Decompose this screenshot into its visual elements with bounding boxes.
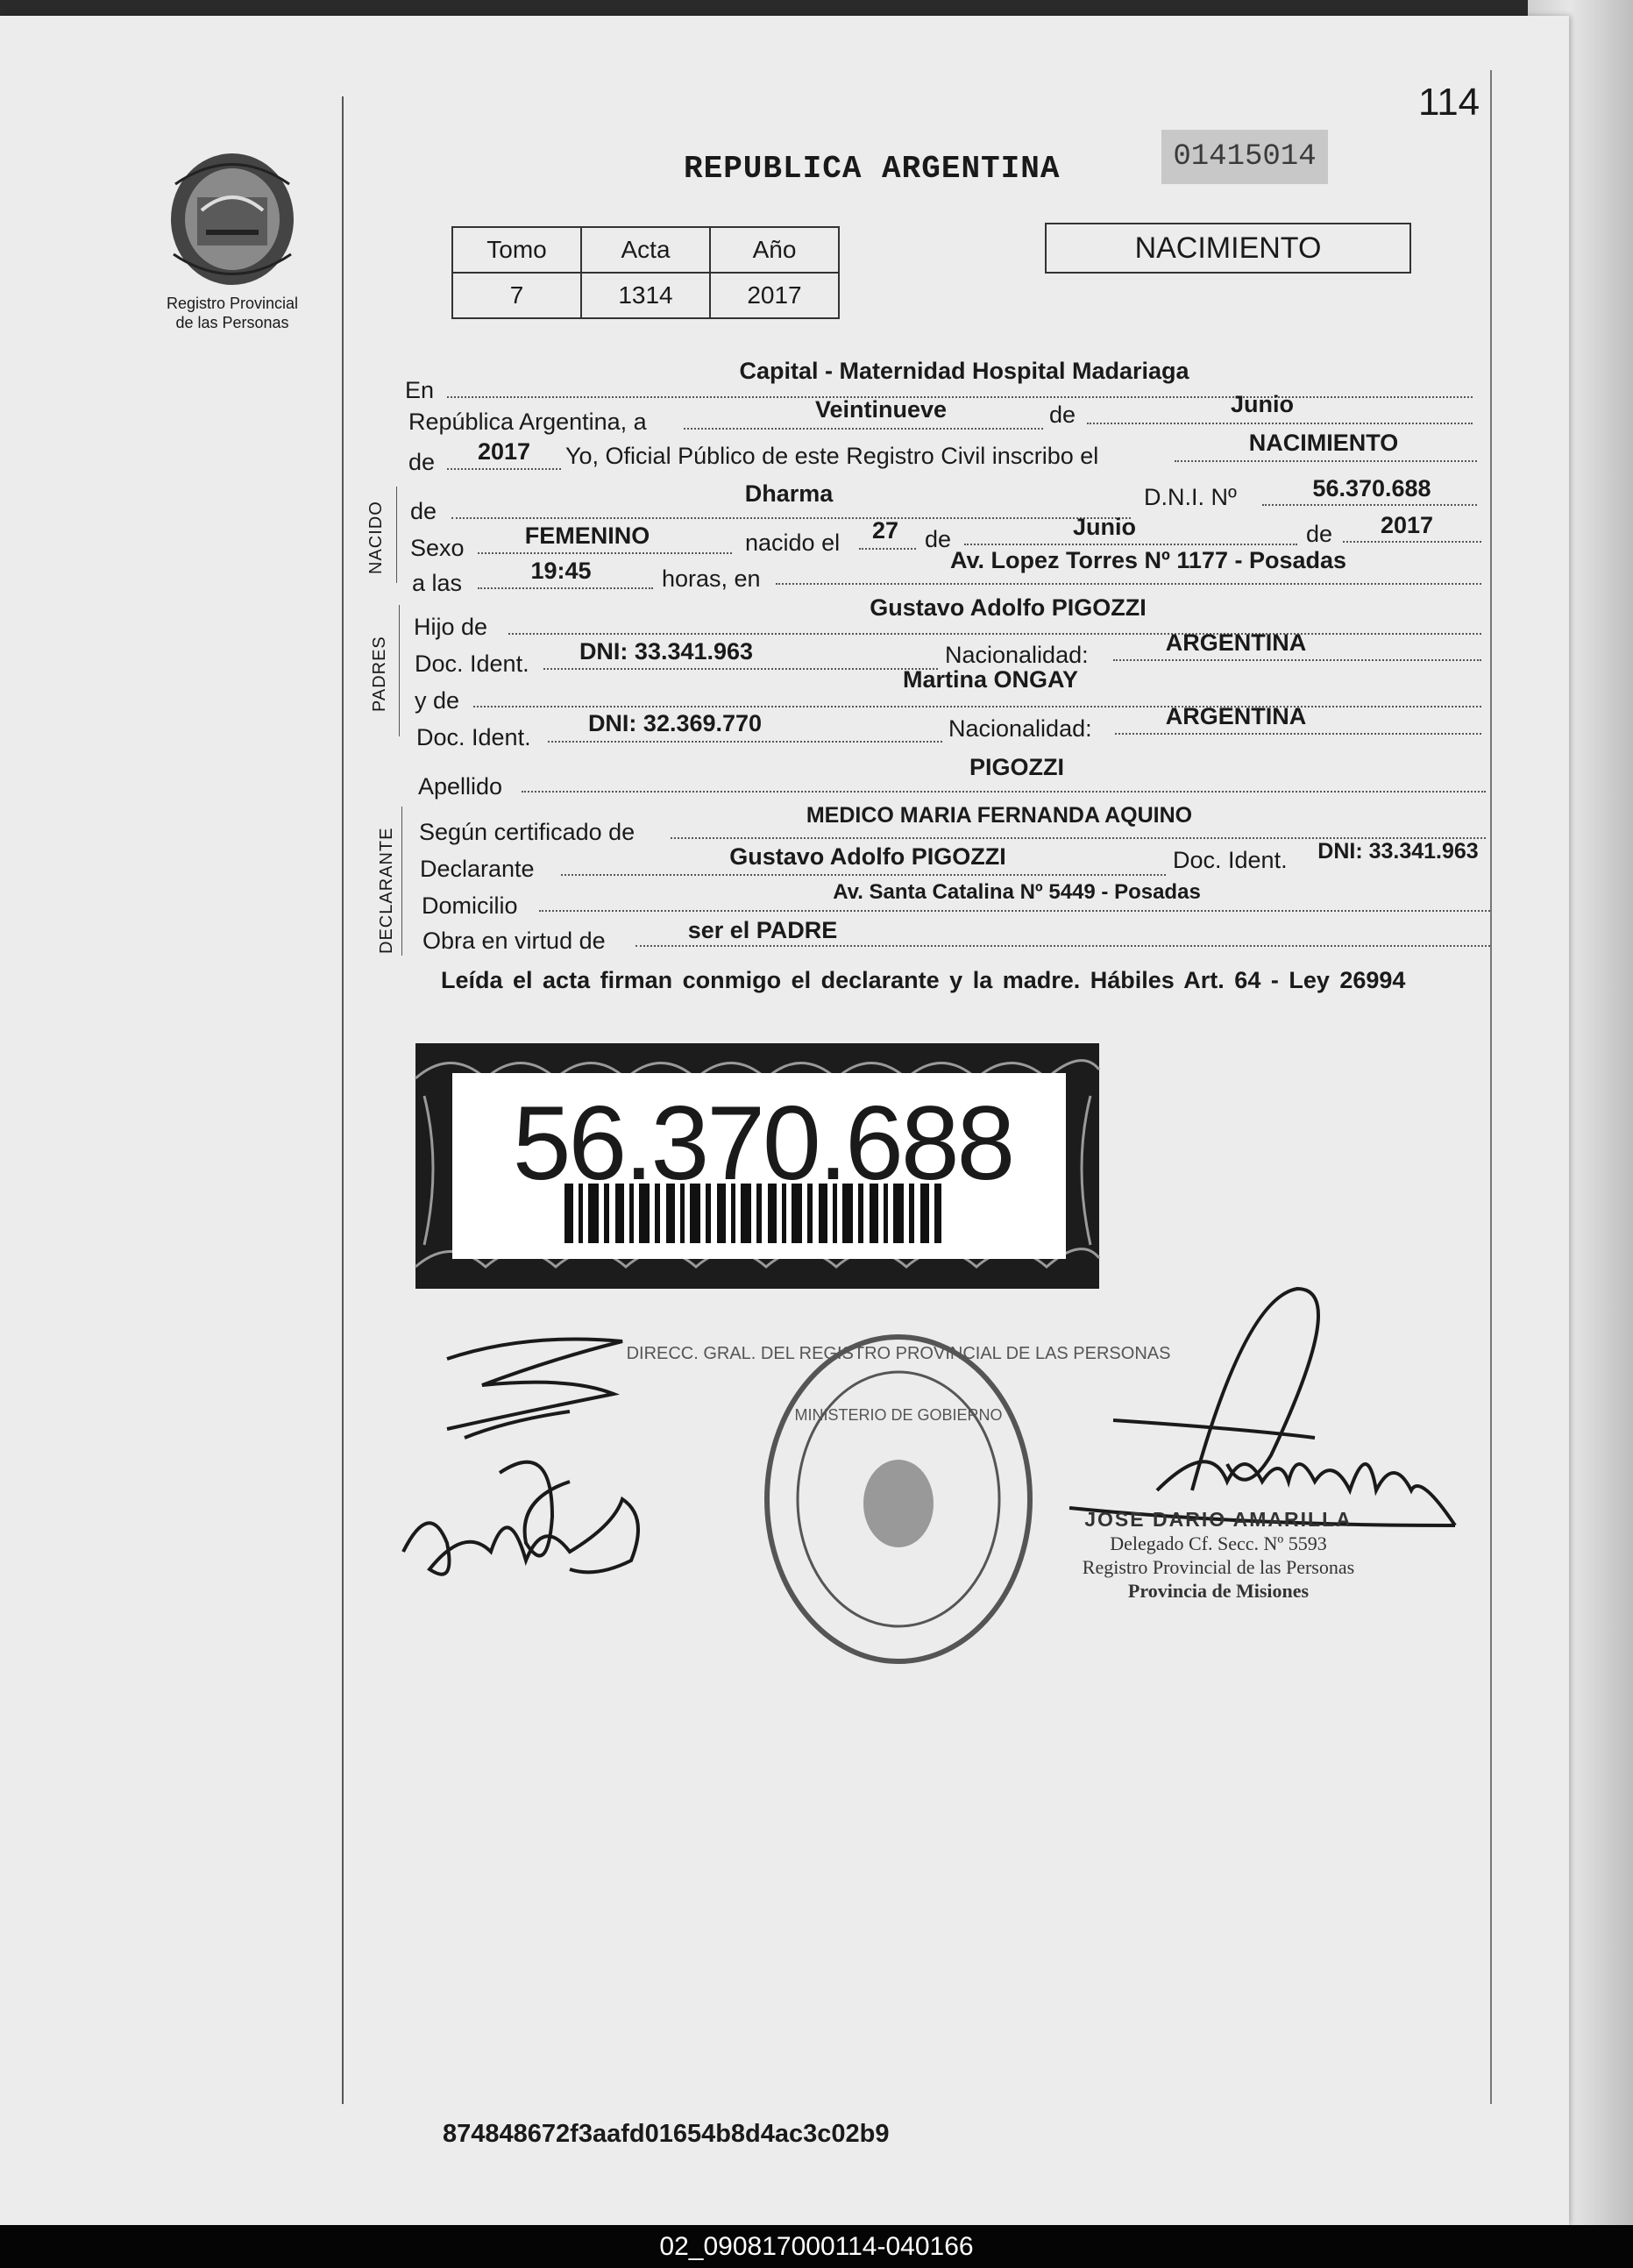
side-label-declarante: DECLARANTE bbox=[377, 827, 396, 954]
value-birth-month: Junio bbox=[1073, 514, 1136, 540]
value-certificate-by: MEDICO MARIA FERNANDA AQUINO bbox=[806, 803, 1193, 828]
value-declarant-doc: DNI: 33.341.963 bbox=[1317, 839, 1479, 864]
side-label-padres: PADRES bbox=[370, 636, 389, 712]
serial-number: 01415014 bbox=[1161, 130, 1328, 184]
official-province: Provincia de Misiones bbox=[1127, 1580, 1310, 1602]
label-oficial: Yo, Oficial Público de este Registro Civil inscribo el bbox=[565, 443, 1099, 469]
dots-role bbox=[635, 945, 1490, 947]
label-y-de: y de bbox=[415, 687, 460, 714]
document-title: REPUBLICA ARGENTINA bbox=[684, 151, 1061, 187]
label-dni-no: D.N.I. Nº bbox=[1144, 484, 1237, 510]
label-horas-en: horas, en bbox=[662, 565, 761, 592]
value-day-text: Veintinueve bbox=[814, 396, 948, 423]
dots-year bbox=[447, 468, 561, 470]
label-nacionalidad-father: Nacionalidad: bbox=[945, 642, 1089, 668]
dots-address bbox=[539, 910, 1490, 912]
header-acta: Acta bbox=[581, 227, 710, 273]
label-declarante: Declarante bbox=[420, 856, 535, 882]
value-declarant-address: Av. Santa Catalina Nº 5449 - Posadas bbox=[833, 880, 1201, 904]
label-domicilio: Domicilio bbox=[422, 892, 518, 919]
value-place: Capital - Maternidad Hospital Madariaga bbox=[739, 358, 1189, 384]
page-number: 114 bbox=[1418, 81, 1480, 124]
dots-declarant-name bbox=[561, 874, 1166, 876]
label-republica: República Argentina, a bbox=[408, 409, 647, 435]
dots-month bbox=[1087, 423, 1473, 424]
value-sex: FEMENINO bbox=[524, 523, 650, 549]
footer-id: 02_090817000114-040166 bbox=[0, 2225, 1633, 2268]
group-rule-padres bbox=[399, 605, 400, 736]
value-year: 2017 bbox=[477, 438, 531, 465]
label-doc-ident-declarant: Doc. Ident. bbox=[1173, 847, 1288, 873]
dots-child-dni bbox=[1262, 504, 1477, 506]
value-birth-place: Av. Lopez Torres Nº 1177 - Posadas bbox=[949, 547, 1347, 573]
value-child-dni: 56.370.688 bbox=[1312, 475, 1431, 501]
side-label-nacido: NACIDO bbox=[366, 501, 386, 574]
official-stamp bbox=[1061, 1508, 1376, 1603]
value-acta: 1314 bbox=[581, 273, 710, 318]
right-margin-rule bbox=[1490, 70, 1492, 2104]
dots-birth-time bbox=[478, 587, 653, 589]
official-signature bbox=[982, 1280, 1473, 1543]
group-rule-nacido bbox=[396, 487, 397, 583]
value-father-name: Gustavo Adolfo PIGOZZI bbox=[870, 594, 1147, 621]
institution-line-1: Registro Provincial bbox=[166, 295, 299, 312]
left-margin-rule bbox=[342, 96, 344, 2104]
dots-father-nationality bbox=[1113, 659, 1481, 661]
institution-line-2: de las Personas bbox=[175, 314, 289, 331]
label-obra: Obra en virtud de bbox=[422, 928, 606, 954]
dots-surname bbox=[522, 791, 1486, 793]
label-doc-ident-mother: Doc. Ident. bbox=[416, 724, 531, 750]
value-declarant-role: ser el PADRE bbox=[687, 917, 838, 943]
value-birth-day: 27 bbox=[871, 517, 899, 544]
dots-birth-year bbox=[1343, 541, 1481, 543]
value-event: NACIMIENTO bbox=[1248, 430, 1399, 456]
value-child-name: Dharma bbox=[744, 480, 834, 507]
value-birth-time: 19:45 bbox=[530, 558, 592, 584]
seal-outer-text: DIRECC. GRAL. DEL REGISTRO PROVINCIAL DE LAS PERSONAS bbox=[626, 1344, 1171, 1363]
value-surname: PIGOZZI bbox=[969, 754, 1064, 780]
dots-day bbox=[684, 428, 1043, 430]
label-nacionalidad-mother: Nacionalidad: bbox=[948, 715, 1092, 742]
label-a-las: a las bbox=[412, 570, 463, 596]
label-doc-ident-father: Doc. Ident. bbox=[415, 651, 529, 677]
closing-statement: Leída el acta firman conmigo el declarante y la madre. Hábiles Art. 64 - Ley 26994 bbox=[441, 967, 1406, 993]
label-nacido-el: nacido el bbox=[745, 530, 841, 556]
header-tomo: Tomo bbox=[452, 227, 581, 273]
label-de-birth-month: de bbox=[925, 526, 952, 552]
label-sexo: Sexo bbox=[410, 535, 465, 561]
dots-event bbox=[1175, 460, 1477, 462]
label-de-month: de bbox=[1049, 402, 1076, 428]
label-de-birth-year: de bbox=[1306, 521, 1333, 547]
record-type-box: NACIMIENTO bbox=[1045, 223, 1411, 274]
value-month-text: Junio bbox=[1231, 391, 1294, 417]
group-rule-declarante bbox=[401, 807, 402, 956]
value-father-doc: DNI: 33.341.963 bbox=[579, 638, 754, 665]
value-anio: 2017 bbox=[710, 273, 839, 318]
dni-sticker-number: 56.370.688 bbox=[512, 1084, 1013, 1202]
label-en: En bbox=[405, 377, 435, 403]
declarant-signature bbox=[394, 1324, 684, 1604]
official-registry: Registro Provincial de las Personas bbox=[1082, 1556, 1355, 1578]
value-mother-name: Martina ONGAY bbox=[902, 666, 1079, 693]
logo-caption bbox=[131, 294, 333, 332]
dots-birth-month bbox=[964, 544, 1297, 545]
official-name: JOSE DARIO AMARILLA bbox=[1084, 1508, 1353, 1531]
label-segun-certificado: Según certificado de bbox=[419, 819, 635, 845]
dots-mother-doc bbox=[548, 741, 942, 743]
value-tomo: 7 bbox=[452, 273, 581, 318]
official-role: Delegado Cf. Secc. Nº 5593 bbox=[1110, 1532, 1327, 1554]
document-hash: 874848672f3aafd01654b8d4ac3c02b9 bbox=[443, 2120, 890, 2148]
dots-father-name bbox=[508, 633, 1481, 635]
dots-mother-nationality bbox=[1115, 733, 1481, 735]
value-birth-year: 2017 bbox=[1380, 512, 1434, 538]
value-mother-nationality: ARGENTINA bbox=[1165, 703, 1307, 729]
label-de-name: de bbox=[410, 498, 437, 524]
label-de-year: de bbox=[408, 449, 436, 475]
label-hijo-de: Hijo de bbox=[414, 614, 488, 640]
header-anio: Año bbox=[710, 227, 839, 273]
label-apellido: Apellido bbox=[418, 773, 503, 800]
seal-inner-text: MINISTERIO DE GOBIERNO bbox=[794, 1406, 1003, 1424]
value-mother-doc: DNI: 32.369.770 bbox=[587, 710, 763, 736]
province-crest-logo bbox=[158, 149, 307, 289]
dots-sex bbox=[478, 552, 732, 554]
value-father-nationality: ARGENTINA bbox=[1165, 629, 1307, 656]
record-table bbox=[451, 226, 840, 319]
value-declarant-name: Gustavo Adolfo PIGOZZI bbox=[729, 843, 1006, 870]
dots-birth-place bbox=[776, 583, 1481, 585]
